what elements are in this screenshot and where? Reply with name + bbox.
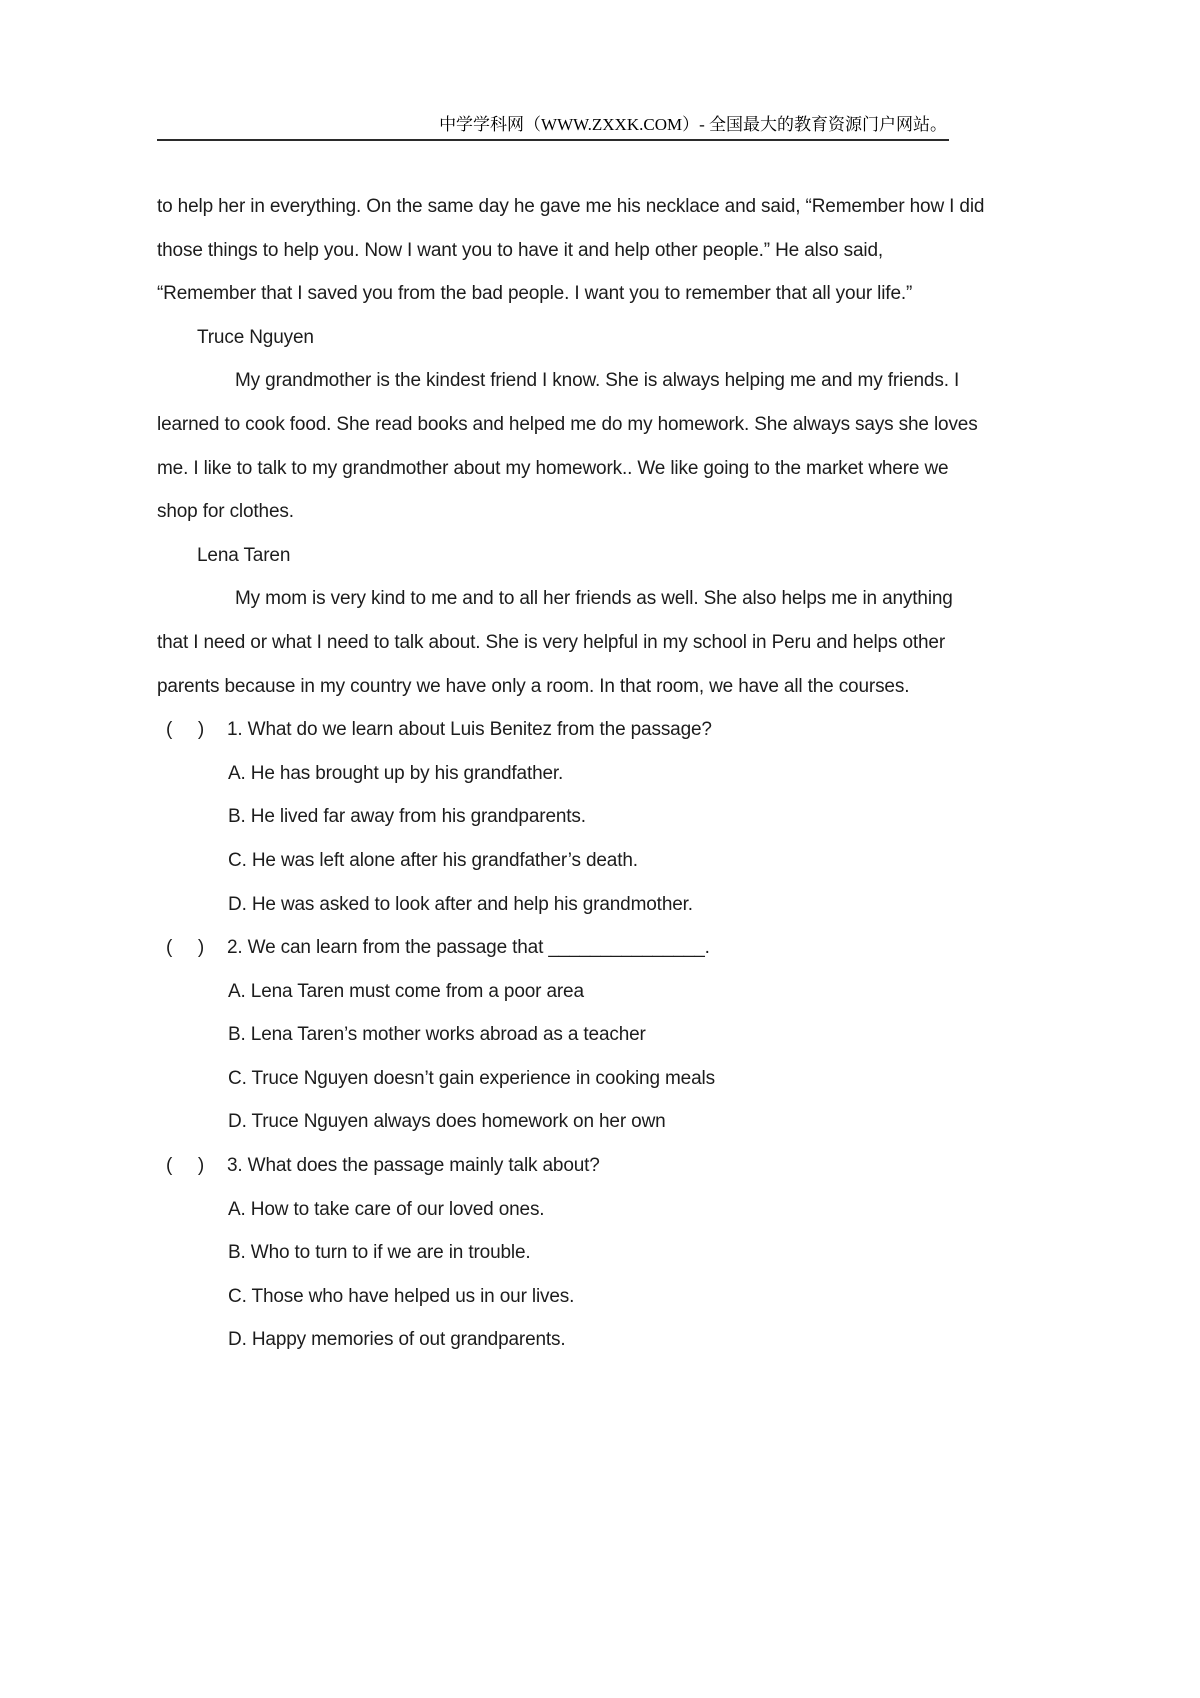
passage-line: to help her in everything. On the same day he gave me his necklace and said, “Remember how I did (157, 196, 985, 217)
question-3-option-a: A. How to take care of our loved ones. (228, 1198, 545, 1220)
author-name-truce-nguyen: Truce Nguyen (197, 326, 314, 348)
passage-body (157, 185, 985, 1362)
passage-line: me. I like to talk to my grandmother about my homework.. We like going to the market where we (157, 457, 949, 479)
passage-line: My grandmother is the kindest friend I know. She is always helping me and my friends. I (235, 370, 960, 392)
question-1-option-a: A. He has brought up by his grandfather. (228, 762, 564, 784)
question-1-option-b: B. He lived far away from his grandparents. (228, 806, 586, 828)
question-3-option-b: B. Who to turn to if we are in trouble. (228, 1242, 531, 1264)
passage-line: My mom is very kind to me and to all her friends as well. She also helps me in anything (235, 588, 953, 610)
question-2-stem: 2. We can learn from the passage that _______________. (227, 937, 710, 959)
question-3 (157, 1144, 949, 1188)
question-3-option-c: C. Those who have helped us in our lives. (228, 1285, 575, 1307)
question-1-stem: 1. What do we learn about Luis Benitez from the passage? (227, 719, 712, 741)
question-2-option-b: B. Lena Taren’s mother works abroad as a teacher (228, 1024, 646, 1046)
question-1 (157, 708, 949, 752)
answer-blank-parens: ( ) (166, 937, 204, 959)
passage-line: parents because in my country we have only a room. In that room, we have all the courses. (157, 675, 910, 697)
passage-line: that I need or what I need to talk about. She is very helpful in my school in Peru and helps other (157, 631, 946, 653)
question-3-option-d: D. Happy memories of out grandparents. (228, 1329, 566, 1351)
page-header (157, 114, 949, 141)
author-name-lena-taren: Lena Taren (197, 544, 291, 566)
question-2-option-c: C. Truce Nguyen doesn’t gain experience in cooking meals (228, 1067, 715, 1089)
question-1-option-c: C. He was left alone after his grandfather’s death. (228, 849, 638, 871)
passage-line: those things to help you. Now I want you to have it and help other people.” He also said, (157, 239, 883, 261)
passage-line: shop for clothes. (157, 501, 294, 523)
page-content (157, 114, 985, 1362)
question-1-option-d: D. He was asked to look after and help his grandmother. (228, 893, 693, 915)
site-banner-text: 中学学科网（WWW.ZXXK.COM）- 全国最大的教育资源门户网站。 (439, 115, 947, 134)
header-divider (157, 139, 949, 141)
answer-blank-parens: ( ) (166, 1155, 204, 1177)
passage-line: “Remember that I saved you from the bad people. I want you to remember that all your life.” (157, 283, 913, 305)
answer-blank-parens: ( ) (166, 719, 204, 741)
question-2-option-d: D. Truce Nguyen always does homework on her own (228, 1111, 666, 1133)
question-2-option-a: A. Lena Taren must come from a poor area (228, 980, 584, 1002)
question-2 (157, 926, 949, 970)
passage-line: learned to cook food. She read books and helped me do my homework. She always says she loves (157, 413, 978, 435)
question-3-stem: 3. What does the passage mainly talk about? (227, 1155, 600, 1177)
